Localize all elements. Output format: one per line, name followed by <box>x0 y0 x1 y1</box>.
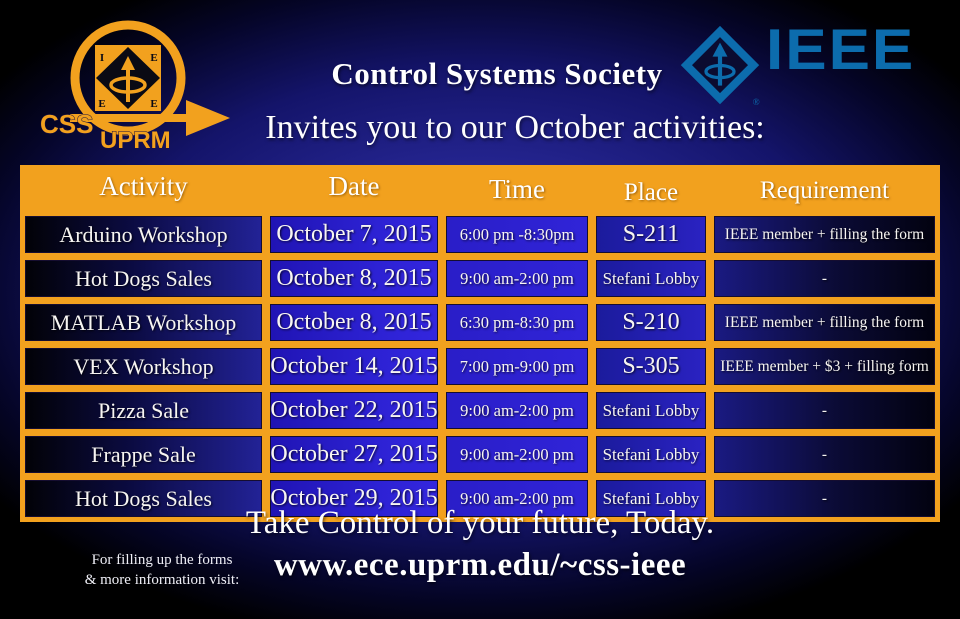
activities-grid <box>20 165 940 522</box>
cell-time: 9:00 am-2:00 pm <box>446 436 588 473</box>
cell-requirement: IEEE member + $3 + filling form <box>714 348 935 385</box>
cell-requirement: - <box>714 480 935 517</box>
corner-letter-e1: E <box>150 52 158 64</box>
page-title: Control Systems Society <box>331 56 663 91</box>
header-date: Date <box>328 170 380 201</box>
cell-place: S-210 <box>596 304 706 341</box>
cell-requirement: - <box>714 260 935 297</box>
cell-activity: Frappe Sale <box>25 436 262 473</box>
corner-letter-e2: E <box>98 98 106 110</box>
cell-time: 9:00 am-2:00 pm <box>446 392 588 429</box>
page-subtitle: Invites you to our October activities: <box>265 109 765 146</box>
corner-letter-e3: E <box>150 98 158 110</box>
cell-time: 7:00 pm-9:00 pm <box>446 348 588 385</box>
cell-activity: VEX Workshop <box>25 348 262 385</box>
header-activity: Activity <box>99 170 188 201</box>
cell-requirement: IEEE member + filling the form <box>714 216 935 253</box>
cell-time: 6:00 pm -8:30pm <box>446 216 588 253</box>
cell-place: Stefani Lobby <box>596 260 706 297</box>
cell-date: October 8, 2015 <box>270 260 438 297</box>
header-requirement: Requirement <box>759 177 890 204</box>
cell-requirement: - <box>714 436 935 473</box>
cell-place: S-305 <box>596 348 706 385</box>
cell-place: Stefani Lobby <box>596 436 706 473</box>
corner-letter-i: I <box>99 52 105 64</box>
cell-date: October 7, 2015 <box>270 216 438 253</box>
cell-place: S-211 <box>596 216 706 253</box>
cell-date: October 22, 2015 <box>270 392 438 429</box>
cell-activity: Hot Dogs Sales <box>25 260 262 297</box>
cell-date: October 8, 2015 <box>270 304 438 341</box>
cell-time: 9:00 am-2:00 pm <box>446 260 588 297</box>
cell-requirement: IEEE member + filling the form <box>714 304 935 341</box>
tagline: Take Control of your future, Today. <box>245 505 715 541</box>
footer-note-line2: & more information visit: <box>84 571 240 588</box>
header-place: Place <box>623 179 679 206</box>
footer-note-line1: For filling up the forms <box>91 552 233 568</box>
cell-place: Stefani Lobby <box>596 480 706 517</box>
cell-date: October 29, 2015 <box>270 480 438 517</box>
cell-time: 6:30 pm-8:30 pm <box>446 304 588 341</box>
registered-mark: ® <box>752 98 760 109</box>
cell-place: Stefani Lobby <box>596 392 706 429</box>
header-time: Time <box>488 173 546 204</box>
cell-activity: Arduino Workshop <box>25 216 262 253</box>
website-url: www.ece.uprm.edu/~css-ieee <box>273 547 687 583</box>
cell-date: October 27, 2015 <box>270 436 438 473</box>
cell-date: October 14, 2015 <box>270 348 438 385</box>
ieee-diamond-icon <box>678 22 762 110</box>
cell-requirement: - <box>714 392 935 429</box>
ieee-wordmark: IEEE <box>766 18 916 82</box>
cell-time: 9:00 am-2:00 pm <box>446 480 588 517</box>
cell-activity: Pizza Sale <box>25 392 262 429</box>
css-label: CSS <box>40 109 94 139</box>
cell-activity: Hot Dogs Sales <box>25 480 262 517</box>
uprm-label: UPRM <box>100 127 171 154</box>
ieee-logo <box>678 18 938 112</box>
cell-activity: MATLAB Workshop <box>25 304 262 341</box>
